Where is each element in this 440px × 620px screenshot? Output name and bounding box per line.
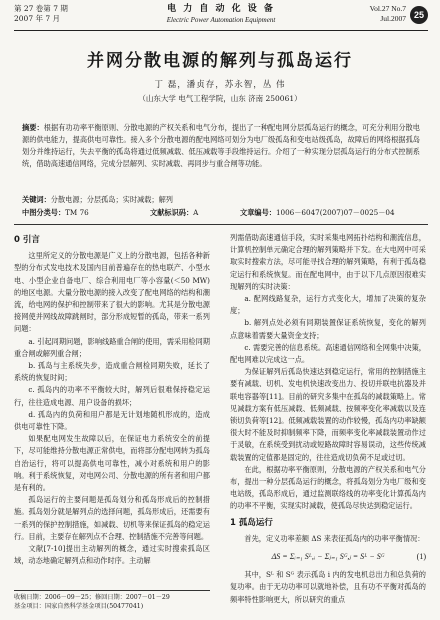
body-paragraph: 文献[7-10]提出主动解列的概念，通过实时搜索孤岛区域，动态地确定解列点和动作时序。主动解: [14, 544, 210, 566]
clc-code: [22, 207, 89, 218]
article-number: [240, 207, 395, 218]
article-value: 1006－6047(2007)07－0025－04: [275, 208, 395, 217]
header-journal-cn: 电 力 自 动 化 设 备: [167, 4, 275, 14]
body-paragraph: 列需借助高速通信手段，实时采集电网拓扑结构和潮流信息，计算机控制单元确定合理的解列策略并下发。在大电网中可采取实时搜索方法，尽可能寻找合理的解列策略，有利于孤岛稳定运行和系统恢复。而在配电网中，由于以下几点原因很难实现解列的实时决策：: [230, 233, 426, 291]
header-journal-en: Electric Power Automation Equipment: [166, 16, 276, 24]
section-heading-islanding: 1 孤岛运行: [230, 517, 273, 528]
header-volume-cn: 第 27 卷第 7 期: [14, 4, 68, 13]
list-item: c. 需要完善的信息系统。高速通信网络和全网集中决策，配电网难以完成这一点。: [230, 342, 426, 365]
header-date-cn: 2007 年 7 月: [14, 14, 61, 23]
list-item: b. 解列点处必须有同期装置保证系统恢复，变化的解列点意味着需要大量资金支持；: [230, 318, 426, 340]
list-item: b. 孤岛与主系统失步，造成重合闸检同期失败，延长了系统的恢复时间；: [14, 361, 210, 383]
section-heading-intro: 0 引言: [14, 235, 40, 245]
header-date-en: Jul.2007: [380, 14, 406, 23]
abstract: [22, 122, 420, 170]
equation-number: (1): [416, 552, 426, 562]
footnote: [14, 590, 210, 611]
equation-1: [230, 551, 426, 563]
list-item: c. 孤岛内的功率不平衡较大时，解列后很难保持稳定运行，往往造成电源、用户设备的损坏；: [14, 385, 210, 407]
abstract-text: 根据有功功率平衡原则、分散电源的产权关系和电气分布，提出了一种配电网分层孤岛运行的概念，可充分利用分散电源的供电能力，提高供电可靠性。接入多个分散电源的配电网络可划分为电厂级孤岛和变电站级孤岛，故障后的网络根据孤岛划分并维持运行，失去平衡的孤岛将通过低频减载、低压减载等手段维持运行。介绍了一种实现分层孤岛运行的分布式控制系统，借助高速通信网络，完成分层解列、实时减载、再同步与重合闸等功能。: [22, 123, 420, 168]
list-item: a. 配网线路复杂，运行方式变化大，增加了决策的复杂度；: [230, 294, 426, 316]
paper-authors: 丁 磊，潘贞存，苏永智，丛 伟: [154, 80, 286, 90]
keywords-text: 分散电源；分层孤岛；实时减载；解列: [50, 195, 173, 204]
doc-code: [150, 207, 198, 218]
body-paragraph: 在此，根据功率平衡原则，分散电源的产权关系和电气分布，提出一种分层孤岛运行的概念，将孤岛划分为电厂级和变电站级，孤岛形成后，通过监测联络线的功率变化计算孤岛内的功率不平衡，实现实时减载，使孤岛尽快达到稳定运行。: [230, 464, 426, 511]
body-paragraph: 为保证解列后孤岛快速达到稳定运行，常用的控制措施主要有减载、切机、发电机快速改变出力、投切并联电抗器及并联电容器等[11]。目前的研究多集中在孤岛的减载策略上。常见减载方案有低压减载、低频减载、按频率变化率减载以及连锁切负荷等[12]。低频减载装置的动作较慢，孤岛内功率缺额很大时不能及时抑制频率下降，而频率变化率减载装置动作过于灵敏，在系统受到扰动或短路故障时容易误动，这些传统减载装置的定值都是固定的，往往造成切负荷不足或过切。: [230, 367, 426, 462]
right-column: [230, 232, 426, 606]
paper-title: 并网分散电源的解列与孤岛运行: [87, 51, 353, 71]
body-paragraph: 孤岛运行的主要问题是孤岛划分和孤岛形成后的控制措施。孤岛划分就是解列点的选择问题，孤岛形成后，还需要有一系列的保护控制措施，如减载、切机等来保证孤岛的稳定运行。目前，主要存在解列点不合理、控制措施不完善等问题。: [14, 495, 210, 541]
header-divider: [14, 224, 428, 225]
page-number-badge: 25: [410, 6, 428, 24]
clc-value: TM 76: [65, 208, 89, 217]
body-paragraph: 如果配电网发生故障以后，在保证电力系统安全的前提下，尽可能维持分散电源正常供电，而将部分配电网转为孤岛自治运行，将可以提高供电可靠性，减小对系统和用户的影响。利于系统恢复，对电网公司、分散电源的所有者和用户都是有利的。: [14, 434, 210, 493]
equation-body: ΔS = Σᵢ₌₁ Sᴸ,ᵢ − Σⱼ₌₁ Sᴳ,ⱼ = Sᴸ − Sᴳ: [271, 552, 385, 562]
body-paragraph: 其中，Sᴸ 和 Sᴳ 表示孤岛 i 内的发电机总出力和总负荷的复功率。由于无功功率可以就地补偿，且有功不平衡对孤岛的频率特性影响更大，所以研究的重点: [230, 570, 426, 604]
body-paragraph: 首先，定义功率差额 ΔS 来表征孤岛内的功率平衡情况：: [244, 533, 425, 543]
clc-label: 中图分类号：: [22, 208, 66, 217]
doc-label: 文献标识码：: [150, 208, 194, 217]
body-paragraph: 这里所定义的分散电源是广义上的分散电源，包括各种新型的分布式发电技术及国内目前普遍存在的热电联产、小型水电、小型企业自备电厂、综合利用电厂等小容量(＜50 MW)的地区电源。大量分散电源的接入改变了配电网络的结构和潮流，给电网的保护和控制带来了很大的影响。尤其是分散电源接网使并网线故障跳闸时，部分形成短暂的孤岛，带来一系列问题：: [14, 251, 210, 334]
left-column: [14, 232, 210, 567]
list-item: d. 孤岛内的负荷和用户都是无计划地随机形成的，造成供电可靠性下降。: [14, 409, 210, 432]
running-header: [14, 4, 428, 31]
header-issue-en: [370, 4, 406, 24]
header-volume-en: Vol.27 No.7: [369, 4, 406, 13]
footnote-received: 收稿日期：2006－09－25；修回日期：2007－01－29: [14, 594, 170, 601]
keywords-label: 关键词：: [22, 195, 51, 204]
list-item: a. 引起同期问题，影响线路重合闸的使用，需采用检同期重合闸或解列重合闸；: [14, 336, 210, 358]
abstract-label: 摘要：: [22, 123, 44, 132]
footnote-fund: 基金项目：国家自然科学基金项目(50477041): [14, 603, 144, 610]
doc-value: A: [193, 208, 199, 217]
article-label: 文章编号：: [240, 208, 276, 217]
paper-affiliation: （山东大学 电气工程学院，山东 济南 250061）: [138, 94, 302, 103]
keywords: [22, 194, 420, 205]
